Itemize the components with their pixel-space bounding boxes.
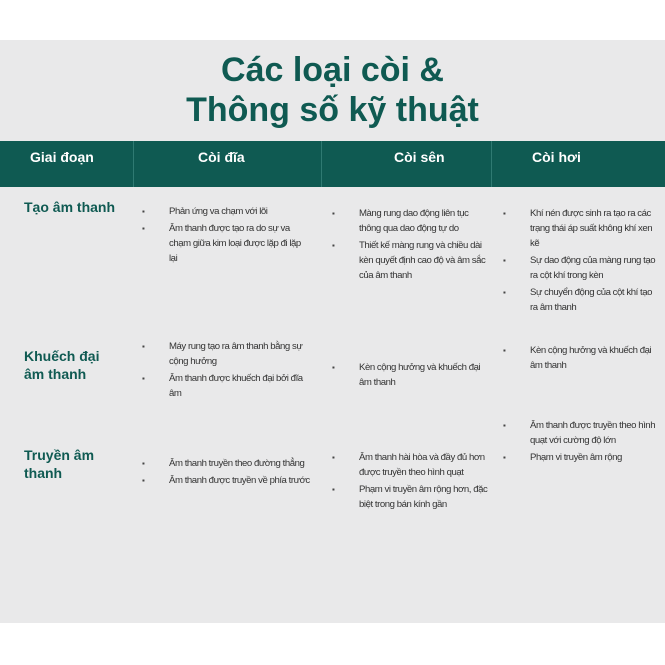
title-line-2: Thông số kỹ thuật — [186, 91, 479, 129]
table-header — [0, 141, 665, 187]
stage-label: Truyền âm thanh — [24, 447, 95, 481]
header-divider — [133, 141, 134, 187]
slide-title — [0, 50, 665, 130]
list-item: ▪ Sự dao động của màng rung tạo ra cột khí trong kèn — [503, 253, 660, 283]
list-item: ▪ Kèn cộng hưởng và khuếch đại âm thanh — [332, 360, 492, 390]
list-item: ▪ Màng rung dao động liên tục thông qua dao động tự do — [332, 206, 492, 236]
snail-horn-cell — [332, 206, 492, 285]
disc-horn-cell — [142, 456, 332, 490]
spec-slide — [0, 40, 665, 623]
list-item: ▪ Kèn cộng hưởng và khuếch đại âm thanh — [503, 343, 660, 373]
list-item: ▪ Thiết kế màng rung và chiều dài kèn quyết định cao độ và âm sắc của âm thanh — [332, 238, 492, 283]
list-item: ▪ Âm thanh truyền theo đường thẳng — [142, 456, 332, 471]
list-item: ▪ Âm thanh được tạo ra do sự va chạm giữa kim loại được lặp đi lặp lại — [142, 221, 310, 266]
header-disc-horn: Còi đĩa — [198, 149, 245, 165]
list-item: ▪ Âm thanh được truyền về phía trước — [142, 473, 332, 488]
snail-horn-cell — [332, 360, 492, 392]
header-air-horn: Còi hơi — [532, 149, 581, 165]
disc-horn-cell — [142, 339, 310, 403]
list-item: ▪ Phản ứng va chạm với lõi — [142, 204, 310, 219]
header-divider — [491, 141, 492, 187]
disc-horn-cell — [142, 204, 310, 268]
stage-label: Khuếch đại âm thanh — [24, 348, 100, 382]
list-item: ▪ Phạm vi truyền âm rộng — [503, 450, 660, 465]
list-item: ▪ Âm thanh được truyền theo hình quạt với cường độ lớn — [503, 418, 660, 448]
air-horn-cell — [503, 206, 660, 317]
header-divider — [321, 141, 322, 187]
header-snail-horn: Còi sên — [394, 149, 445, 165]
list-item: ▪ Âm thanh hài hòa và đầy đủ hơn được truyền theo hình quạt — [332, 450, 492, 480]
list-item: ▪ Khí nén được sinh ra tạo ra các trạng thái áp suất không khí xen kẽ — [503, 206, 660, 251]
header-stage: Giai đoạn — [30, 149, 94, 165]
list-item: ▪ Máy rung tạo ra âm thanh bằng sự cộng hưởng — [142, 339, 310, 369]
air-horn-cell — [503, 418, 660, 467]
list-item: ▪ Phạm vi truyền âm rộng hơn, đặc biệt trong bán kính gần — [332, 482, 492, 512]
snail-horn-cell — [332, 450, 492, 514]
air-horn-cell — [503, 343, 660, 375]
list-item: ▪ Âm thanh được khuếch đại bởi đĩa âm — [142, 371, 310, 401]
list-item: ▪ Sự chuyển động của cột khí tạo ra âm thanh — [503, 285, 660, 315]
title-line-1: Các loại còi & — [221, 51, 444, 89]
stage-label: Tạo âm thanh — [24, 199, 116, 215]
